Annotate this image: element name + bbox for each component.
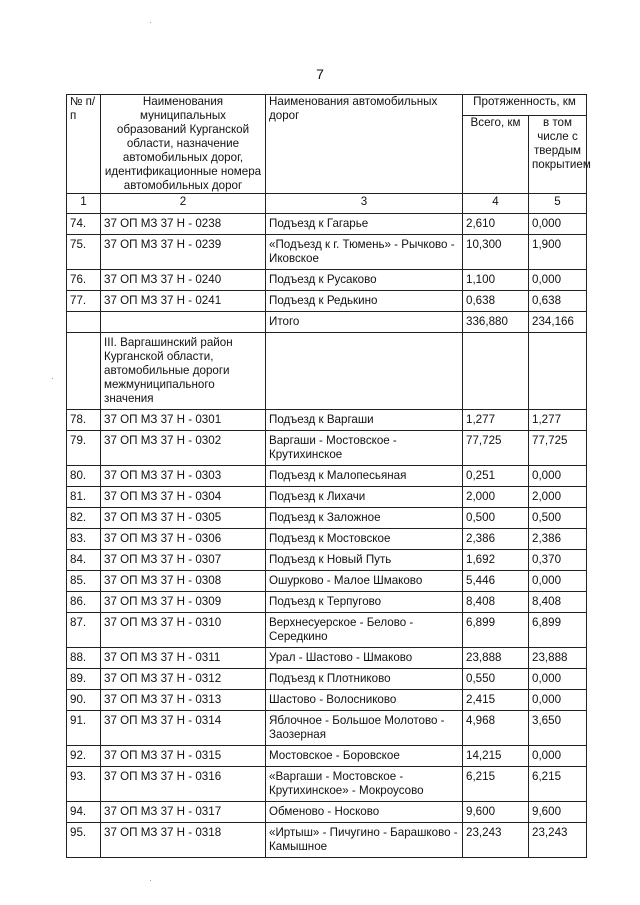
section-paved-cell (529, 333, 587, 410)
table-row (67, 767, 587, 802)
header-municipality: Наименования муниципальных образований Курганской области, назначение автомобильных дорог, идентификационные номера автомобильных дорог (101, 95, 266, 194)
length-total: 0,500 (463, 508, 529, 529)
row-number: 84. (67, 550, 101, 571)
table-row (67, 270, 587, 291)
length-total: 8,408 (463, 592, 529, 613)
row-number: 93. (67, 767, 101, 802)
row-number: 77. (67, 291, 101, 312)
road-name: Подъезд к Редькино (266, 291, 463, 312)
length-paved: 0,000 (529, 746, 587, 767)
length-paved: 6,215 (529, 767, 587, 802)
table-row (67, 529, 587, 550)
total-num-cell (67, 312, 101, 333)
road-name: Подъезд к Новый Путь (266, 550, 463, 571)
road-id: 37 ОП МЗ 37 Н - 0317 (101, 802, 266, 823)
section-total-cell (463, 333, 529, 410)
road-id: 37 ОП МЗ 37 Н - 0312 (101, 669, 266, 690)
row-number: 81. (67, 487, 101, 508)
length-total: 2,386 (463, 529, 529, 550)
length-paved: 8,408 (529, 592, 587, 613)
row-number: 83. (67, 529, 101, 550)
road-id: 37 ОП МЗ 37 Н - 0301 (101, 410, 266, 431)
road-name: Подъезд к Мостовское (266, 529, 463, 550)
road-name: Подъезд к Варгаши (266, 410, 463, 431)
road-id: 37 ОП МЗ 37 Н - 0240 (101, 270, 266, 291)
road-id: 37 ОП МЗ 37 Н - 0239 (101, 235, 266, 270)
table-row (67, 711, 587, 746)
road-name: Подъезд к Русаково (266, 270, 463, 291)
length-paved: 0,000 (529, 466, 587, 487)
road-name: Урал - Шастово - Шмаково (266, 648, 463, 669)
row-number: 85. (67, 571, 101, 592)
column-number: 2 (101, 194, 266, 214)
length-paved: 9,600 (529, 802, 587, 823)
length-total: 0,638 (463, 291, 529, 312)
road-name: «Иртыш» - Пичугино - Барашково - Камышное (266, 823, 463, 858)
header-length: Протяженность, км (463, 95, 587, 116)
length-paved: 6,899 (529, 613, 587, 648)
length-total: 2,610 (463, 214, 529, 235)
road-id: 37 ОП МЗ 37 Н - 0315 (101, 746, 266, 767)
road-name: Подъезд к Заложное (266, 508, 463, 529)
road-id: 37 ОП МЗ 37 Н - 0303 (101, 466, 266, 487)
road-name: Обменово - Носково (266, 802, 463, 823)
road-id: 37 ОП МЗ 37 Н - 0309 (101, 592, 266, 613)
road-name: «Варгаши - Мостовское - Крутихинское» - Мокроусово (266, 767, 463, 802)
row-number: 79. (67, 431, 101, 466)
road-id: 37 ОП МЗ 37 Н - 0241 (101, 291, 266, 312)
road-name: Подъезд к Терпугово (266, 592, 463, 613)
length-total: 6,899 (463, 613, 529, 648)
road-name: Яблочное - Большое Молотово - Заозерная (266, 711, 463, 746)
row-number: 82. (67, 508, 101, 529)
road-name: Шастово - Волосниково (266, 690, 463, 711)
road-id: 37 ОП МЗ 37 Н - 0318 (101, 823, 266, 858)
length-paved: 23,888 (529, 648, 587, 669)
road-id: 37 ОП МЗ 37 Н - 0316 (101, 767, 266, 802)
column-number: 5 (529, 194, 587, 214)
row-number: 87. (67, 613, 101, 648)
header-total: Всего, км (463, 115, 529, 193)
table-row (67, 613, 587, 648)
length-total: 5,446 (463, 571, 529, 592)
total-paved: 234,166 (529, 312, 587, 333)
length-total: 14,215 (463, 746, 529, 767)
length-total: 0,550 (463, 669, 529, 690)
section-row (67, 333, 587, 410)
table-row (67, 466, 587, 487)
length-paved: 0,000 (529, 270, 587, 291)
road-id: 37 ОП МЗ 37 Н - 0314 (101, 711, 266, 746)
column-numbers-row (67, 194, 587, 214)
length-total: 10,300 (463, 235, 529, 270)
table-row (67, 648, 587, 669)
road-name: Варгаши - Мостовское - Крутихинское (266, 431, 463, 466)
length-total: 1,100 (463, 270, 529, 291)
length-total: 2,000 (463, 487, 529, 508)
table-row (67, 214, 587, 235)
row-number: 95. (67, 823, 101, 858)
scan-speck (150, 880, 151, 881)
length-total: 23,888 (463, 648, 529, 669)
length-paved: 1,277 (529, 410, 587, 431)
road-id: 37 ОП МЗ 37 Н - 0306 (101, 529, 266, 550)
length-paved: 2,386 (529, 529, 587, 550)
length-total: 0,251 (463, 466, 529, 487)
road-id: 37 ОП МЗ 37 Н - 0307 (101, 550, 266, 571)
row-number: 94. (67, 802, 101, 823)
length-paved: 0,000 (529, 690, 587, 711)
length-paved: 1,900 (529, 235, 587, 270)
table-row (67, 487, 587, 508)
length-paved: 0,638 (529, 291, 587, 312)
table-row (67, 291, 587, 312)
table-row (67, 802, 587, 823)
length-paved: 0,000 (529, 669, 587, 690)
length-total: 6,215 (463, 767, 529, 802)
road-id: 37 ОП МЗ 37 Н - 0304 (101, 487, 266, 508)
row-number: 90. (67, 690, 101, 711)
page-number: 7 (316, 66, 324, 82)
section-title: III. Варгашинский район Курганской области, автомобильные дороги межмуниципального значения (101, 333, 266, 410)
table-row (67, 410, 587, 431)
road-id: 37 ОП МЗ 37 Н - 0313 (101, 690, 266, 711)
table-row (67, 431, 587, 466)
table-row (67, 235, 587, 270)
scan-speck (150, 22, 151, 23)
length-paved: 3,650 (529, 711, 587, 746)
row-number: 74. (67, 214, 101, 235)
column-number: 3 (266, 194, 463, 214)
table-row (67, 508, 587, 529)
length-total: 2,415 (463, 690, 529, 711)
header-paved: в том числе с твердым покрытием (529, 115, 587, 193)
row-number: 76. (67, 270, 101, 291)
road-name: Подъезд к Малопесьяная (266, 466, 463, 487)
row-number: 80. (67, 466, 101, 487)
header-num: № п/п (67, 95, 101, 194)
length-total: 23,243 (463, 823, 529, 858)
road-name: Мостовское - Боровское (266, 746, 463, 767)
length-paved: 0,370 (529, 550, 587, 571)
table-row (67, 746, 587, 767)
total-row (67, 312, 587, 333)
road-id: 37 ОП МЗ 37 Н - 0302 (101, 431, 266, 466)
table-row (67, 823, 587, 858)
row-number: 89. (67, 669, 101, 690)
road-name: Ошурково - Малое Шмаково (266, 571, 463, 592)
length-total: 77,725 (463, 431, 529, 466)
total-length: 336,880 (463, 312, 529, 333)
header-road-name: Наименования автомобильных дорог (266, 95, 463, 194)
length-paved: 77,725 (529, 431, 587, 466)
column-number: 1 (67, 194, 101, 214)
road-id: 37 ОП МЗ 37 Н - 0311 (101, 648, 266, 669)
row-number: 92. (67, 746, 101, 767)
total-label: Итого (266, 312, 463, 333)
road-id: 37 ОП МЗ 37 Н - 0238 (101, 214, 266, 235)
road-name: Подъезд к Плотниково (266, 669, 463, 690)
section-num-cell (67, 333, 101, 410)
road-id: 37 ОП МЗ 37 Н - 0308 (101, 571, 266, 592)
road-name: Подъезд к Лихачи (266, 487, 463, 508)
row-number: 75. (67, 235, 101, 270)
row-number: 78. (67, 410, 101, 431)
length-paved: 23,243 (529, 823, 587, 858)
table-row (67, 669, 587, 690)
length-total: 4,968 (463, 711, 529, 746)
length-paved: 2,000 (529, 487, 587, 508)
section-name-cell (266, 333, 463, 410)
row-number: 86. (67, 592, 101, 613)
length-paved: 0,500 (529, 508, 587, 529)
total-id-cell (101, 312, 266, 333)
length-paved: 0,000 (529, 214, 587, 235)
roads-table (66, 94, 591, 858)
scan-speck (52, 378, 53, 379)
road-id: 37 ОП МЗ 37 Н - 0310 (101, 613, 266, 648)
road-name: «Подъезд к г. Тюмень» - Рычково - Иковское (266, 235, 463, 270)
length-total: 1,277 (463, 410, 529, 431)
table-row (67, 550, 587, 571)
road-name: Подъезд к Гагарье (266, 214, 463, 235)
column-number: 4 (463, 194, 529, 214)
road-name: Верхнесуерское - Белово - Середкино (266, 613, 463, 648)
length-total: 9,600 (463, 802, 529, 823)
table-row (67, 690, 587, 711)
length-paved: 0,000 (529, 571, 587, 592)
table-row (67, 592, 587, 613)
table-row (67, 571, 587, 592)
row-number: 91. (67, 711, 101, 746)
length-total: 1,692 (463, 550, 529, 571)
row-number: 88. (67, 648, 101, 669)
road-id: 37 ОП МЗ 37 Н - 0305 (101, 508, 266, 529)
